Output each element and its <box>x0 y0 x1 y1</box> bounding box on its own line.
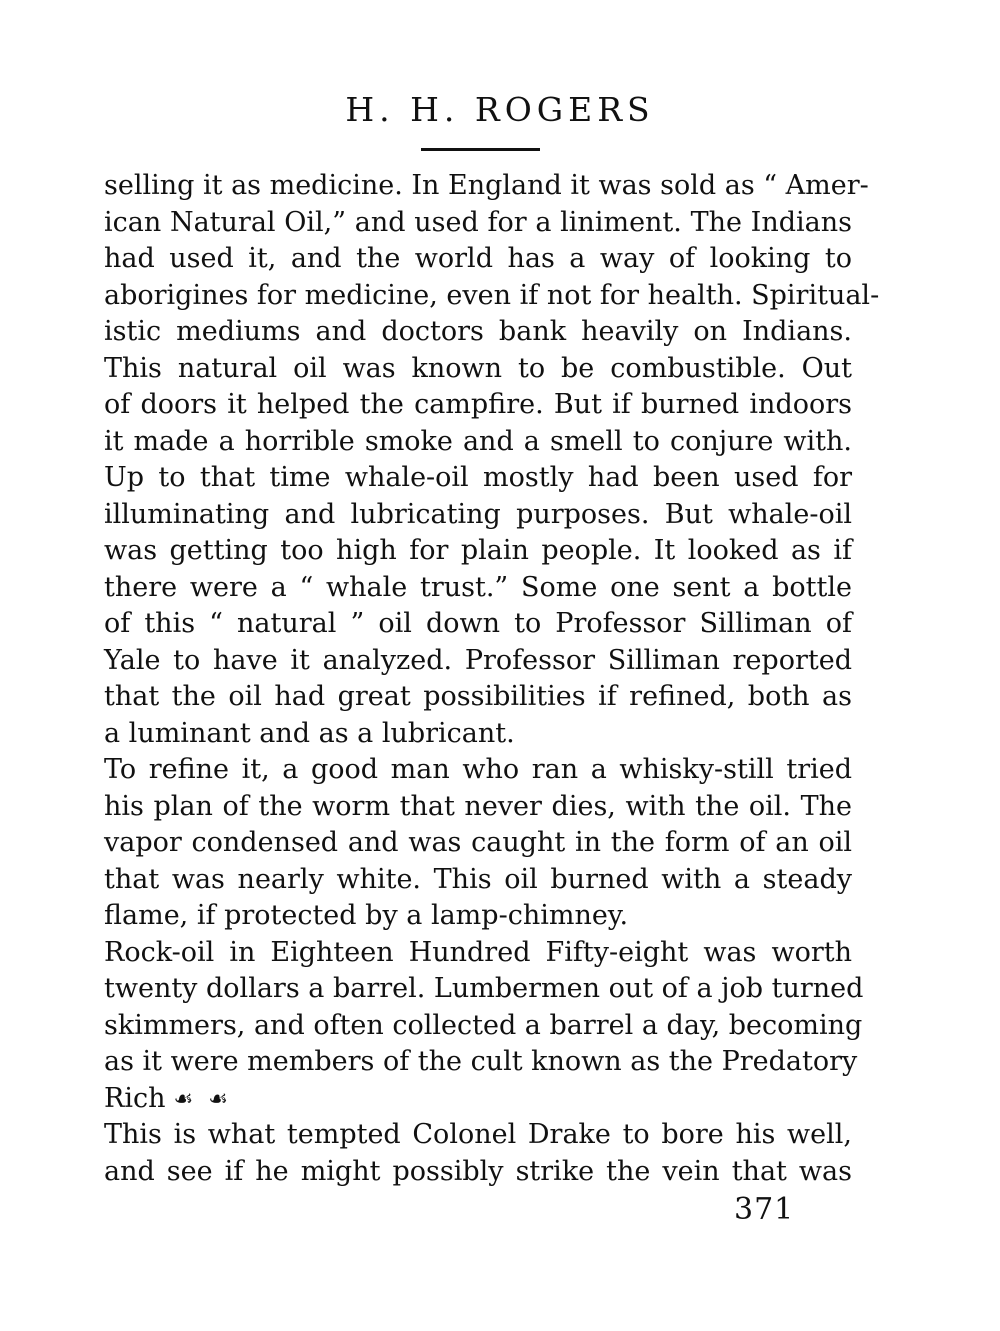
text-line: and see if he might possibly strike the vein that was <box>104 1155 852 1187</box>
text-line: it made a horrible smoke and a smell to conjure with. <box>104 425 852 457</box>
text-line: Up to that time whale-oil mostly had been used for <box>104 462 852 493</box>
text-line: was getting too high for plain people. It looked as if <box>104 535 852 566</box>
text-line: This is what tempted Colonel Drake to bore his well, <box>104 1119 852 1150</box>
body-text <box>104 168 880 1190</box>
text-line: his plan of the worm that never dies, with the oil. The <box>104 790 852 822</box>
text-line: To refine it, a good man who ran a whisky-still tried <box>104 754 852 785</box>
running-head: H. H. ROGERS <box>345 90 655 129</box>
text-line-with-ornament <box>104 1081 852 1118</box>
text-line: a luminant and as a lubricant. <box>104 717 515 749</box>
text-line: Rich <box>104 1082 166 1114</box>
text-line: This natural oil was known to be combustible. Out <box>104 352 852 384</box>
header-rule <box>421 148 540 151</box>
text-line: istic mediums and doctors bank heavily on Indians. <box>104 316 852 347</box>
text-line: there were a “ whale trust.” Some one sent a bottle <box>104 571 852 603</box>
text-line: Yale to have it analyzed. Professor Silliman reported <box>104 644 852 676</box>
text-line: had used it, and the world has a way of looking to <box>104 243 852 274</box>
text-line: vapor condensed and was caught in the form of an oil <box>104 827 852 858</box>
text-line: of this “ natural ” oil down to Professor Silliman of <box>104 608 852 639</box>
text-line: selling it as medicine. In England it was sold as “ Amer- <box>104 170 869 201</box>
page-number: 371 <box>734 1192 795 1227</box>
text-line: of doors it helped the campfire. But if burned indoors <box>104 389 852 420</box>
text-line: ican Natural Oil,” and used for a liniment. The Indians <box>104 206 852 238</box>
text-line: that the oil had great possibilities if refined, both as <box>104 681 852 712</box>
text-line: twenty dollars a barrel. Lumbermen out of a job turned <box>104 973 864 1004</box>
text-line: flame, if protected by a lamp-chimney. <box>104 900 629 931</box>
text-line: aborigines for medicine, even if not for health. Spiritual- <box>104 279 880 311</box>
text-line: illuminating and lubricating purposes. But whale-oil <box>104 498 852 530</box>
text-line: Rock-oil in Eighteen Hundred Fifty-eight was worth <box>104 936 852 968</box>
text-line: skimmers, and often collected a barrel a day, becoming <box>104 1009 863 1041</box>
fleuron-ornament-icon: ☙ ☙ <box>173 1086 232 1112</box>
text-line: that was nearly white. This oil burned with a steady <box>104 863 852 895</box>
text-line: as it were members of the cult known as the Predatory <box>104 1046 858 1077</box>
